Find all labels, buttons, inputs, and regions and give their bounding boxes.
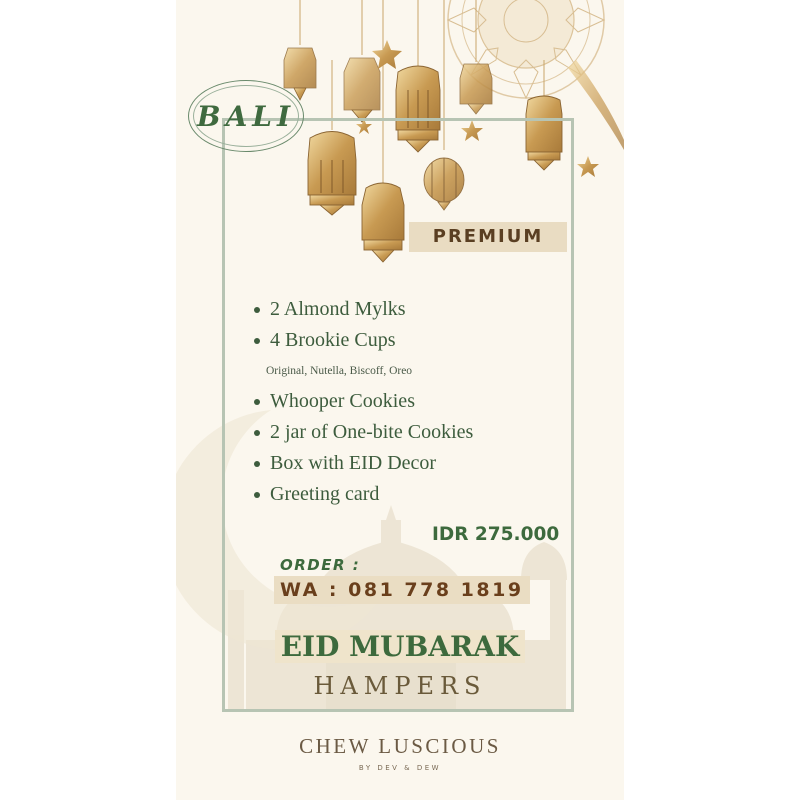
city-badge (188, 80, 304, 152)
hamper-poster (176, 0, 624, 800)
eid-title (176, 630, 624, 663)
star-icon (577, 156, 599, 177)
brand-name: CHEW LUSCIOUS (299, 734, 501, 758)
list-item: 2 Almond Mylks (254, 294, 554, 325)
tier-label: PREMIUM (409, 222, 567, 252)
hamper-item-list (254, 294, 554, 510)
lantern-icon (460, 64, 492, 114)
list-item: 2 jar of One-bite Cookies (254, 417, 554, 448)
lantern-icon (344, 58, 380, 122)
eid-subtitle: HAMPERS (313, 672, 487, 700)
city-label: BALI (196, 99, 296, 133)
list-item: Box with EID Decor (254, 448, 554, 479)
list-item: 4 Brookie Cups (254, 325, 554, 356)
order-label: ORDER : (280, 556, 361, 574)
brand-byline: BY DEV & DEW (358, 764, 442, 772)
brookie-flavors-note: Original, Nutella, Biscoff, Oreo (266, 365, 413, 377)
list-item: Greeting card (254, 479, 554, 510)
price-label: IDR 275.000 (432, 524, 560, 545)
whatsapp-contact: WA : 081 778 1819 (274, 576, 530, 604)
list-item: Whooper Cookies (254, 386, 554, 417)
eid-title-text: EID MUBARAK (275, 630, 526, 663)
